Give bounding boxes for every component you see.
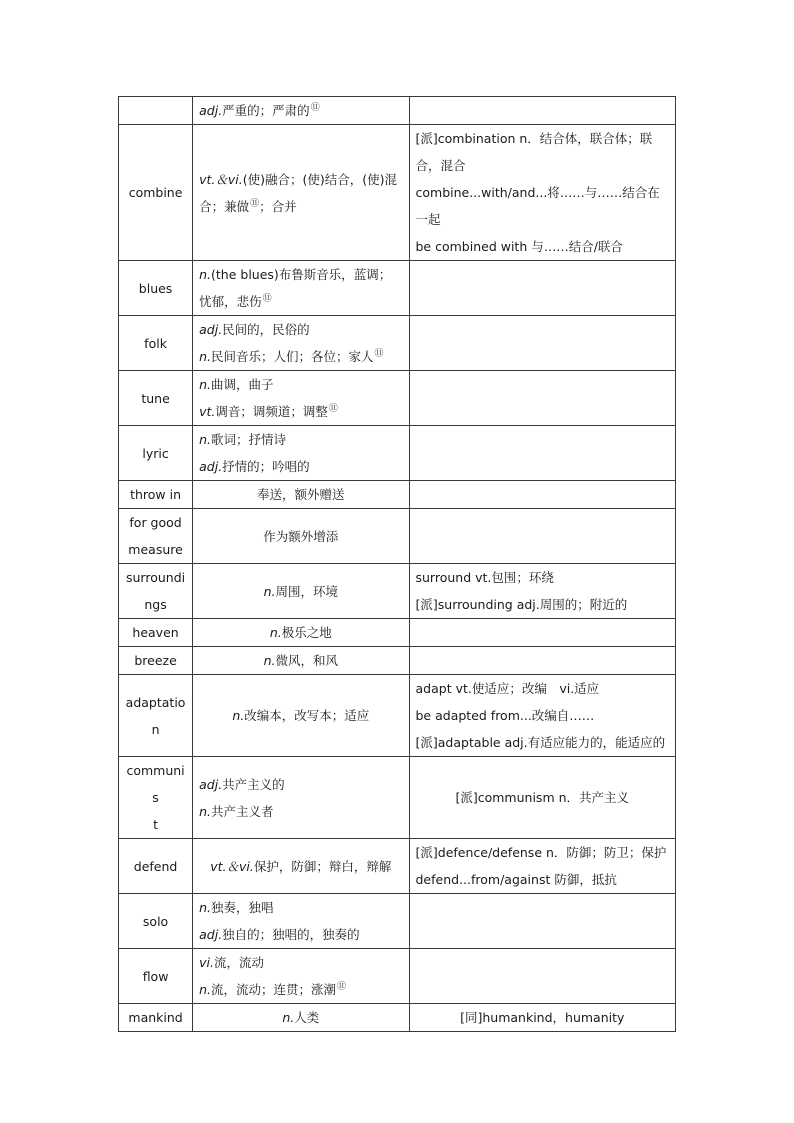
meaning-text: 民间音乐；人们；各位；家人 <box>211 349 374 364</box>
meaning-cell <box>193 316 409 371</box>
word-cell <box>119 97 193 125</box>
table-row <box>119 125 676 261</box>
meaning-text: 作为额外增添 <box>263 528 339 544</box>
part-of-speech: adj. <box>199 322 223 337</box>
note-line: be combined with 与……结合/联合 <box>415 239 623 254</box>
meaning-line <box>199 371 402 398</box>
word-text: for good measure <box>128 515 183 557</box>
word-cell <box>119 509 193 564</box>
part-of-speech: n. <box>199 432 212 447</box>
part-of-speech: n. <box>269 625 282 640</box>
meaning-cell <box>193 426 409 481</box>
meaning-text: 严重的；严肃的 <box>222 103 310 118</box>
word-text: folk <box>144 335 167 351</box>
meaning-line <box>199 976 402 1003</box>
word-cell <box>119 757 193 839</box>
part-of-speech: n. <box>232 708 245 723</box>
part-of-speech: adj. <box>199 103 223 118</box>
meaning-text: 歌词；抒情诗 <box>211 432 287 447</box>
part-of-speech: vt.＆vi. <box>199 171 243 187</box>
word-cell <box>119 481 193 509</box>
table-row <box>119 647 676 675</box>
meaning-line <box>199 798 402 825</box>
meaning-cell <box>193 619 409 647</box>
part-of-speech: adj. <box>199 776 223 792</box>
notes-cell <box>409 316 676 371</box>
meaning-cell <box>193 509 409 564</box>
word-text: lyric <box>142 445 169 461</box>
part-of-speech: n. <box>282 1010 295 1025</box>
meaning-text: 调音；调频道；调整 <box>215 404 328 419</box>
notes-cell <box>409 97 676 125</box>
meaning-text: 抒情的；吟唱的 <box>222 459 310 474</box>
part-of-speech: n. <box>199 267 212 282</box>
meaning-text: 民间的，民俗的 <box>222 322 310 337</box>
footnote-mark: ⑪ <box>328 404 338 414</box>
meaning-text: 独自的；独唱的，独奏的 <box>222 927 360 942</box>
footnote-mark: ⑪ <box>374 349 384 359</box>
word-text: breeze <box>134 653 177 668</box>
notes-cell <box>409 647 676 675</box>
meaning-cell <box>193 949 409 1004</box>
notes-cell <box>409 619 676 647</box>
notes-cell <box>409 426 676 481</box>
notes-cell <box>409 1004 676 1032</box>
meaning-text: (the blues)布鲁斯音乐，蓝调；忧郁，悲伤 <box>199 267 392 309</box>
meaning-line <box>199 771 402 798</box>
table-row <box>119 481 676 509</box>
table-row <box>119 316 676 371</box>
meaning-line <box>199 316 402 343</box>
meaning-line <box>199 453 402 480</box>
notes-cell <box>409 894 676 949</box>
notes-cell <box>409 675 676 757</box>
note-text: [派]communism n．共产主义 <box>455 790 630 805</box>
note-line: defend...from/against 防御，抵抗 <box>415 872 617 887</box>
vocabulary-table <box>118 96 676 1032</box>
word-text: defend <box>133 858 178 874</box>
part-of-speech: n. <box>199 982 212 997</box>
footnote-mark: ⑪ <box>250 198 260 209</box>
table-row <box>119 949 676 1004</box>
meaning-line <box>199 97 402 124</box>
meaning-cell <box>193 564 409 619</box>
meaning-line <box>199 343 402 370</box>
word-text: blues <box>138 280 173 296</box>
part-of-speech: vi. <box>199 955 214 970</box>
notes-cell <box>409 261 676 316</box>
note-line: surround vt.包围；环绕 <box>415 570 554 585</box>
word-text: heaven <box>132 625 179 640</box>
part-of-speech: n. <box>199 377 212 392</box>
meaning-cell <box>193 97 409 125</box>
table-row <box>119 97 676 125</box>
notes-cell <box>409 757 676 839</box>
part-of-speech: adj. <box>199 459 223 474</box>
word-text: surroundi ngs <box>126 570 186 612</box>
meaning-cell <box>193 675 409 757</box>
table-row <box>119 839 676 894</box>
meaning-line <box>199 894 402 921</box>
notes-cell <box>409 125 676 261</box>
table-row <box>119 757 676 839</box>
meaning-text: 共产主义的 <box>222 776 285 792</box>
word-text: adaptation <box>125 694 186 737</box>
meaning-line <box>199 166 402 220</box>
meaning-text: 奉送，额外赠送 <box>257 487 345 502</box>
part-of-speech: n. <box>263 583 276 599</box>
meaning-line <box>199 949 402 976</box>
meaning-text: 曲调，曲子 <box>211 377 274 392</box>
word-text: solo <box>142 913 169 929</box>
word-cell <box>119 619 193 647</box>
notes-cell <box>409 949 676 1004</box>
notes-cell <box>409 371 676 426</box>
note-line: [派]adaptable adj.有适应能力的，能适应的 <box>415 735 666 750</box>
notes-cell <box>409 481 676 509</box>
meaning-cell <box>193 371 409 426</box>
meaning-cell <box>193 647 409 675</box>
notes-cell <box>409 839 676 894</box>
meaning-text: 周围，环境 <box>275 583 339 599</box>
word-cell <box>119 426 193 481</box>
meaning-text: 独奏，独唱 <box>211 900 274 915</box>
word-cell <box>119 949 193 1004</box>
word-cell <box>119 125 193 261</box>
note-line: adapt vt.使适应；改编 vi.适应 <box>415 681 600 696</box>
meaning-cell <box>193 1004 409 1032</box>
table-row <box>119 564 676 619</box>
word-text: flow <box>142 968 169 984</box>
meaning-tail: ；合并 <box>259 198 297 214</box>
notes-cell <box>409 509 676 564</box>
word-cell <box>119 647 193 675</box>
meaning-text: 流，流动；连贯；涨潮 <box>211 982 337 997</box>
word-text: communis t <box>126 763 185 832</box>
note-line: combine...with/and...将……与……结合在一起 <box>415 185 660 227</box>
meaning-cell <box>193 481 409 509</box>
meaning-text: 人类 <box>294 1010 320 1025</box>
meaning-line <box>199 261 402 315</box>
part-of-speech: n. <box>263 653 276 668</box>
note-line: [派]surrounding adj.周围的；附近的 <box>415 597 628 612</box>
meaning-text: 改编本，改写本；适应 <box>244 708 370 723</box>
word-cell <box>119 839 193 894</box>
meaning-cell <box>193 839 409 894</box>
table-row <box>119 426 676 481</box>
meaning-text: 保护，防御；辩白，辩解 <box>253 858 392 874</box>
word-cell <box>119 1004 193 1032</box>
word-text: throw in <box>130 487 182 502</box>
part-of-speech: n. <box>199 803 212 819</box>
part-of-speech: adj. <box>199 927 223 942</box>
word-cell <box>119 316 193 371</box>
meaning-cell <box>193 894 409 949</box>
word-text: mankind <box>128 1010 183 1025</box>
word-cell <box>119 371 193 426</box>
table-row <box>119 619 676 647</box>
meaning-text: 极乐之地 <box>281 625 332 640</box>
footnote-mark: ⑪ <box>337 982 347 992</box>
word-cell <box>119 894 193 949</box>
meaning-cell <box>193 125 409 261</box>
note-line: [派]defence/defense n．防御；防卫；保护 <box>415 845 667 860</box>
note-line: [派]combination n．结合体，联合体；联合，混合 <box>415 131 653 173</box>
word-text: combine <box>128 185 183 200</box>
part-of-speech: n. <box>199 900 212 915</box>
table-row <box>119 894 676 949</box>
table-row <box>119 1004 676 1032</box>
table-row <box>119 371 676 426</box>
meaning-line <box>199 398 402 425</box>
part-of-speech: vt. <box>199 404 216 419</box>
footnote-mark: ⑪ <box>310 103 320 113</box>
note-line: be adapted from...改编自…… <box>415 708 595 723</box>
part-of-speech: vt.＆vi. <box>210 858 254 874</box>
word-cell <box>119 675 193 757</box>
meaning-text: 微风，和风 <box>275 653 339 668</box>
meaning-cell <box>193 757 409 839</box>
meaning-text: (使)融合；(使)结合，(使)混合；兼做 <box>199 171 398 214</box>
table-row <box>119 509 676 564</box>
footnote-mark: ⑪ <box>262 294 272 304</box>
note-text: [同]humankind，humanity <box>460 1010 625 1025</box>
table-row <box>119 675 676 757</box>
part-of-speech: n. <box>199 349 212 364</box>
table-row <box>119 261 676 316</box>
meaning-line <box>199 426 402 453</box>
word-text: tune <box>141 390 170 406</box>
word-cell <box>119 261 193 316</box>
word-cell <box>119 564 193 619</box>
meaning-text: 流，流动 <box>213 955 264 970</box>
notes-cell <box>409 564 676 619</box>
meaning-text: 共产主义者 <box>211 803 274 819</box>
meaning-line <box>199 921 402 948</box>
meaning-cell <box>193 261 409 316</box>
